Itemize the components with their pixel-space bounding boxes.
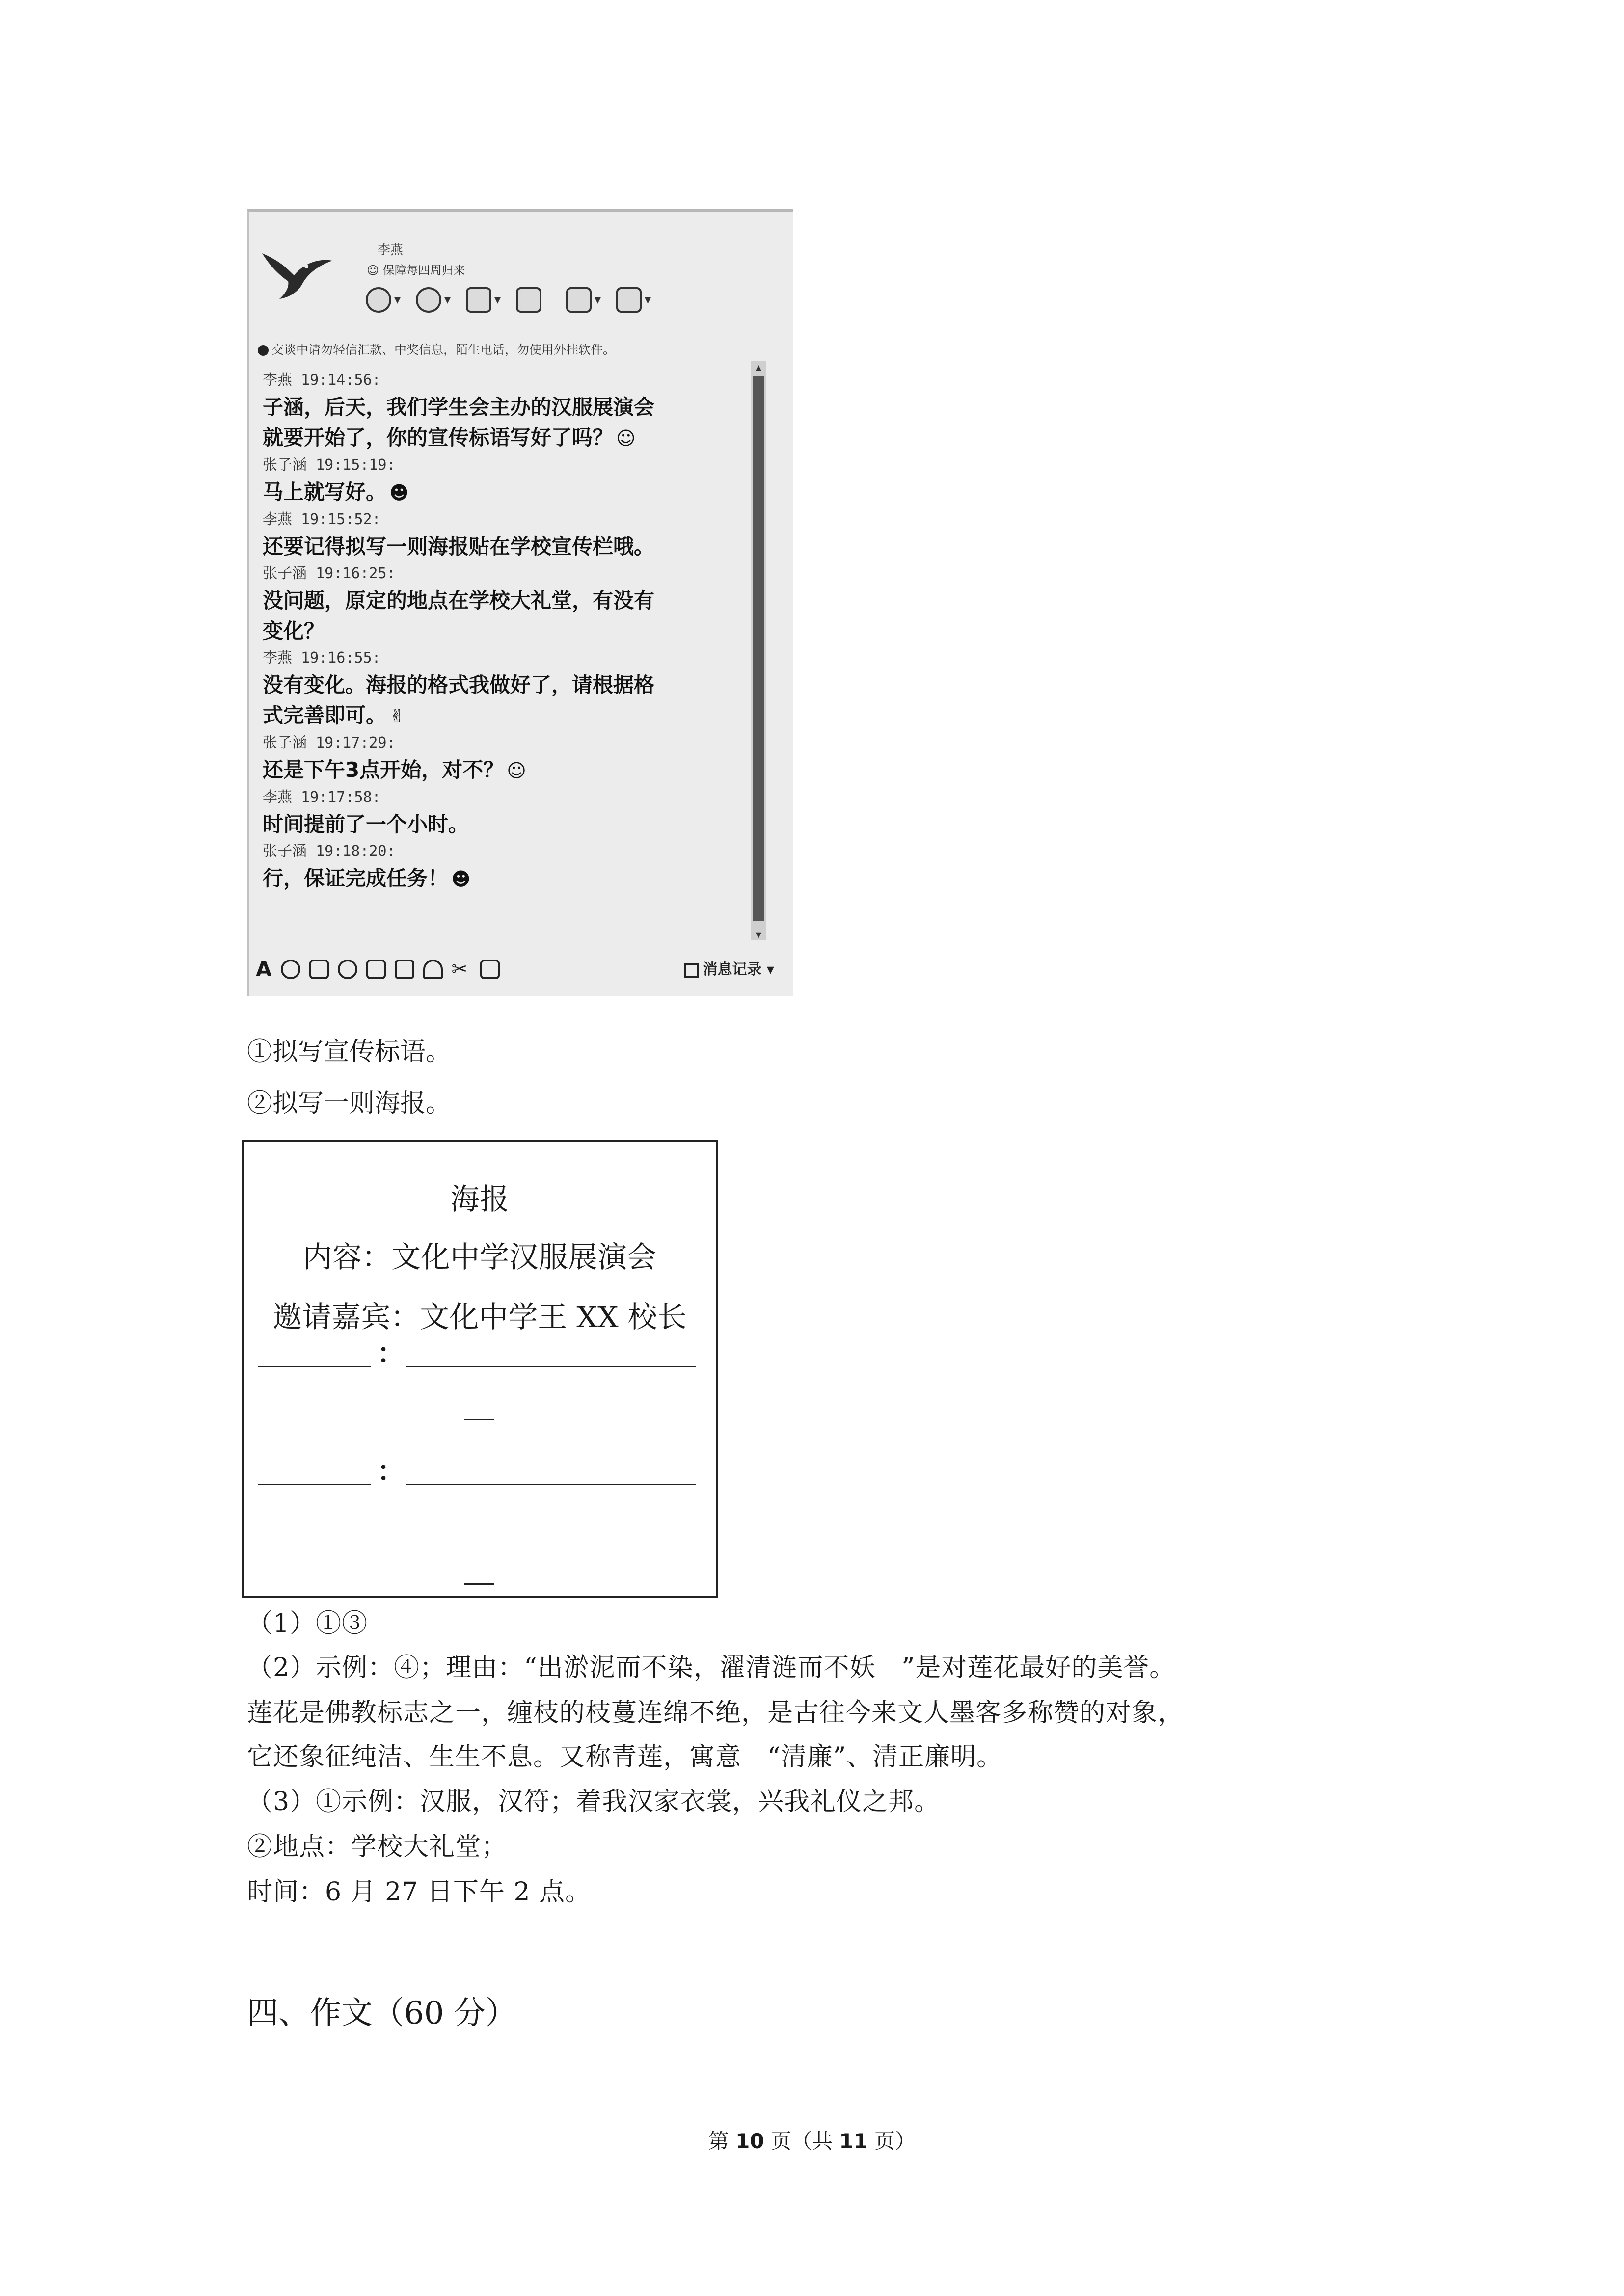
calendar-icon[interactable] (480, 960, 500, 979)
message-meta: 张子涵 19:15:19: (263, 456, 396, 474)
section-heading: 四、作文（60 分） (247, 1995, 517, 2031)
blank-label-line[interactable] (258, 1484, 371, 1485)
message-text: 行，保证完成任务！ ☻ (258, 863, 749, 894)
message (258, 423, 749, 454)
scissors-icon[interactable]: ✂ (451, 958, 468, 981)
camera-icon (366, 287, 391, 313)
gift-icon[interactable] (309, 960, 329, 979)
poster-blank-row (258, 1338, 701, 1372)
message-meta: 李燕 19:14:56: (263, 372, 381, 389)
message-text: 子涵，后天，我们学生会主办的汉服展演会 (263, 395, 655, 419)
swallow-icon (260, 246, 333, 300)
chat-header (249, 212, 793, 334)
message-meta: 张子涵 19:16:25: (263, 565, 396, 582)
page-number: 10 (735, 2129, 764, 2153)
answer-line: （3）①示例：汉服，汉符；着我汉家衣裳，兴我礼仪之邦。 (247, 1787, 941, 1816)
answer-line: ②地点：学校大礼堂； (247, 1832, 508, 1862)
chat-screenshot (247, 209, 793, 996)
chevron-down-icon: ▾ (595, 293, 601, 307)
message-text: 式完善即可。 ✌ (258, 700, 749, 731)
page-total: 11 (839, 2129, 868, 2153)
message (258, 700, 749, 731)
page-footer: 第 10 页（共 11 页） (708, 2129, 916, 2153)
thumb-emoji-icon: ✌ (389, 705, 405, 727)
send-file-button[interactable] (466, 285, 501, 315)
task-poster: ②拟写一则海报。 (247, 1089, 452, 1118)
apps-button[interactable] (616, 285, 651, 315)
answer-line: （1）①③ (247, 1609, 368, 1638)
video-call-button[interactable] (366, 285, 401, 315)
message (258, 508, 749, 562)
screen-share-button[interactable] (566, 285, 601, 315)
message-text: 就要开始了，你的宣传标语写好了吗？ ☺ (258, 423, 749, 454)
answer-line: （2）示例：④；理由：“出淤泥而不染，濯清涟而不妖 ”是对莲花最好的美誉。 (247, 1653, 1176, 1682)
chevron-down-icon: ▾ (494, 293, 501, 307)
grin-emoji-icon: ☻ (389, 482, 409, 504)
monitor-icon (566, 287, 592, 313)
message (258, 840, 749, 894)
message-text: 还是下午3点开始，对不？ ☺ (258, 755, 749, 786)
laugh-emoji-icon: ☻ (451, 868, 471, 890)
message-meta: 李燕 19:17:58: (263, 789, 381, 806)
message (258, 731, 749, 786)
message (258, 562, 749, 616)
message-text: 没有变化。海报的格式我做好了，请根据格 (263, 673, 655, 697)
answer-line: 它还象征纯洁、生生不息。又称青莲，寓意 “清廉”、清正廉明。 (247, 1742, 1003, 1772)
chevron-down-icon: ▾ (394, 293, 401, 307)
folder-icon (466, 287, 491, 313)
microphone-icon (416, 287, 441, 313)
scroll-thumb[interactable] (753, 376, 764, 921)
blank-value-line[interactable] (406, 1484, 696, 1485)
poster-blank-row (258, 1456, 701, 1490)
smile-emoji-icon: ☺ (616, 427, 636, 449)
colon: ： (377, 1337, 405, 1370)
emoji-icon[interactable] (281, 960, 300, 979)
message-text: 时间提前了一个小时。 (263, 812, 469, 836)
message-history-button[interactable]: 消息记录 ▾ (684, 957, 774, 979)
info-icon (258, 345, 269, 356)
document-icon (516, 287, 541, 313)
grid-icon (616, 287, 642, 313)
blank-tail-line (464, 1419, 494, 1420)
message (258, 369, 749, 423)
message (258, 454, 749, 508)
status-icon: ☺ (367, 264, 383, 277)
colon: ： (377, 1455, 405, 1488)
wink-emoji-icon: ☺ (507, 760, 526, 781)
message-text: 变化？ (263, 619, 325, 643)
message-text: 还要记得拟写一则海报贴在学校宣传栏哦。 (263, 534, 655, 559)
message-meta: 张子涵 19:17:29: (263, 734, 396, 751)
scroll-up-icon[interactable]: ▴ (755, 360, 762, 374)
security-notice: 交谈中请勿轻信汇款、中奖信息，陌生电话，勿使用外挂软件。 (258, 340, 615, 358)
poster-title: 海报 (450, 1182, 509, 1217)
contact-name: 李燕 (378, 243, 404, 258)
document-button[interactable] (516, 285, 551, 315)
message-meta: 李燕 19:15:52: (263, 511, 381, 528)
poster-content: 内容：文化中学汉服展演会 (303, 1240, 656, 1275)
message-meta: 李燕 19:16:55: (263, 649, 381, 667)
image-icon[interactable] (395, 960, 414, 979)
music-icon[interactable] (423, 960, 443, 979)
message (258, 646, 749, 700)
poster-guest: 邀请嘉宾：文化中学王 XX 校长 (272, 1300, 687, 1335)
chevron-down-icon: ▾ (645, 293, 651, 307)
history-icon (684, 963, 699, 978)
font-icon[interactable]: A (256, 957, 272, 981)
message-text: 没问题，原定的地点在学校大礼堂，有没有 (263, 588, 655, 613)
edit-icon[interactable] (366, 960, 386, 979)
message-list (258, 369, 749, 894)
poster-box (242, 1140, 718, 1598)
message (258, 786, 749, 840)
blank-label-line[interactable] (258, 1366, 371, 1367)
task-slogan: ①拟写宣传标语。 (247, 1037, 452, 1067)
message-meta: 张子涵 19:18:20: (263, 843, 396, 860)
message (258, 616, 749, 646)
answer-line: 时间：6 月 27 日下午 2 点。 (247, 1877, 591, 1907)
message-scrollbar[interactable] (751, 361, 766, 940)
voice-call-button[interactable] (416, 285, 451, 315)
contact-status: ☺ 保障每四周归来 (367, 264, 465, 277)
blank-value-line[interactable] (406, 1366, 696, 1367)
chat-toolbar (366, 285, 651, 315)
scroll-down-icon[interactable]: ▾ (755, 928, 762, 941)
message-text: 马上就写好。 ☻ (258, 477, 749, 508)
shake-icon[interactable] (338, 960, 357, 979)
answer-line: 莲花是佛教标志之一，缠枝的枝蔓连绵不绝，是古往今来文人墨客多称赞的对象， (247, 1698, 1184, 1728)
blank-tail-line (464, 1583, 494, 1585)
chevron-down-icon: ▾ (444, 293, 451, 307)
